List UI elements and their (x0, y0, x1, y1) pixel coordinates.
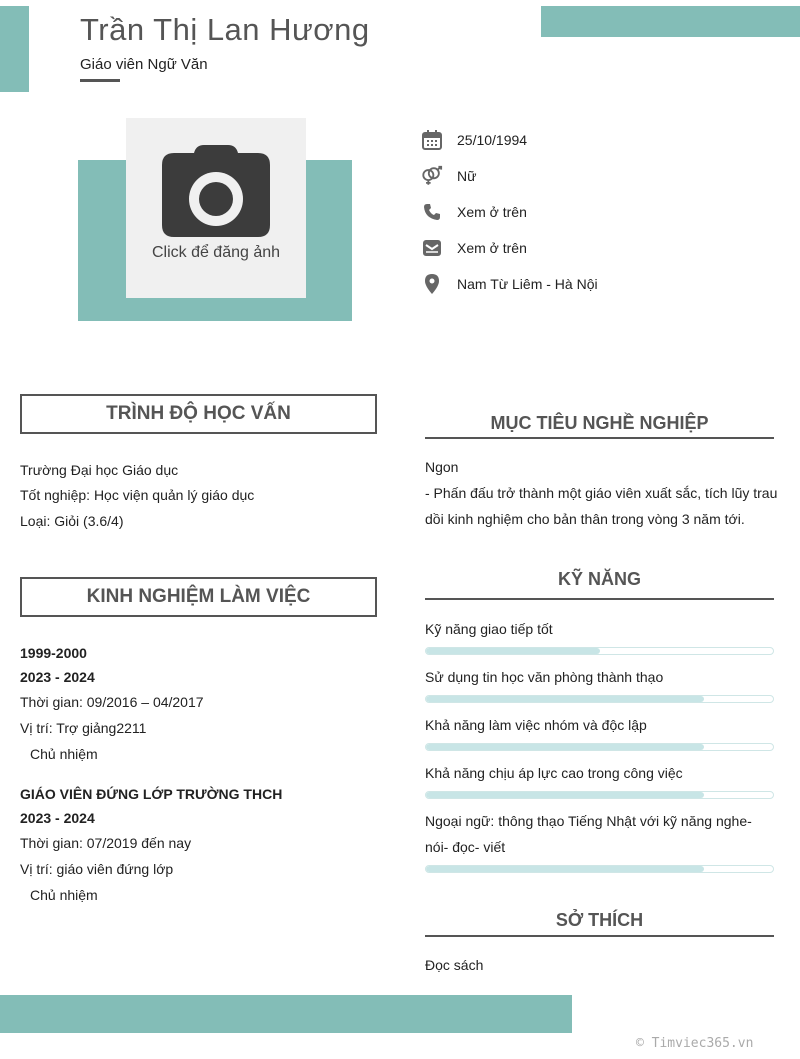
job-1-position: Vị trí: Trợ giảng2211 (20, 720, 147, 736)
info-gender (421, 164, 476, 188)
job-1-period: 2023 - 2024 (20, 669, 95, 685)
watermark-text: © Timviec365.vn (636, 1036, 754, 1051)
skill-2-fill (426, 696, 704, 702)
calendar-icon (421, 129, 443, 151)
job-2-period: 2023 - 2024 (20, 810, 95, 826)
job-title-underline (80, 79, 120, 82)
email-icon (421, 237, 443, 259)
info-address (421, 272, 598, 296)
hobby-item: Đọc sách (425, 957, 484, 973)
skill-4-name: Khả năng chịu áp lực cao trong công việc (425, 765, 683, 781)
objective-heading: MỤC TIÊU NGHỀ NGHIỆP (490, 413, 709, 433)
info-email (421, 236, 527, 260)
address-text: Nam Từ Liêm - Hà Nội (457, 276, 598, 292)
education-heading: TRÌNH ĐỘ HỌC VẤN (20, 394, 377, 434)
job-2-position: Vị trí: giáo viên đứng lớp (20, 861, 174, 877)
email-text: Xem ở trên (457, 240, 527, 256)
skill-3-name: Khả năng làm việc nhóm và độc lập (425, 717, 647, 733)
objective-line-1: Ngon (425, 459, 459, 475)
camera-icon[interactable] (162, 145, 270, 237)
skill-2-name: Sử dụng tin học văn phòng thành thạo (425, 669, 664, 685)
skill-1-name: Kỹ năng giao tiếp tốt (425, 621, 553, 637)
job-1-title: 1999-2000 (20, 645, 87, 661)
education-degree: Tốt nghiệp: Học viện quản lý giáo dục (20, 487, 255, 503)
skills-heading: KỸ NĂNG (557, 569, 641, 589)
birthdate-text: 25/10/1994 (457, 132, 528, 148)
education-grade: Loại: Giỏi (3.6/4) (20, 513, 124, 529)
gender-icon (421, 165, 443, 187)
skill-5-fill (426, 866, 704, 872)
info-phone (421, 200, 527, 224)
skill-3-bar (425, 743, 774, 751)
skill-5-name: Ngoại ngữ: thông thạo Tiếng Nhật với kỹ năng nghe- nói- đọc- viết (425, 813, 752, 855)
skill-2-bar (425, 695, 774, 703)
hobbies-heading: SỞ THÍCH (555, 910, 644, 930)
location-pin-icon (421, 273, 443, 295)
experience-heading: KINH NGHIỆM LÀM VIỆC (20, 577, 377, 617)
skill-3-fill (426, 744, 704, 750)
objective-rule (425, 437, 774, 439)
skill-4-bar (425, 791, 774, 799)
skill-1-bar (425, 647, 774, 655)
job-2-title: GIÁO VIÊN ĐỨNG LỚP TRƯỜNG THCH (20, 786, 283, 802)
info-birthdate (421, 128, 527, 152)
skill-1-fill (426, 648, 600, 654)
job-1-note: Chủ nhiệm (30, 746, 98, 762)
phone-icon (421, 201, 443, 223)
phone-text: Xem ở trên (457, 204, 527, 220)
skill-4-fill (426, 792, 704, 798)
hobbies-rule (425, 935, 774, 937)
job-2-time: Thời gian: 07/2019 đến nay (20, 835, 192, 851)
photo-upload-label[interactable]: Click để đăng ảnh (151, 244, 281, 261)
gender-text: Nữ (457, 168, 477, 184)
skill-5-bar (425, 865, 774, 873)
job-title: Giáo viên Ngữ Văn (80, 56, 208, 73)
candidate-name: Trần Thị Lan Hương (80, 12, 370, 47)
job-1-time: Thời gian: 09/2016 – 04/2017 (20, 694, 204, 710)
education-school: Trường Đại học Giáo dục (20, 462, 179, 478)
objective-line-2: - Phấn đấu trở thành một giáo viên xuất sắc, tích lũy trau dồi kinh nghiệm cho bản thân trong vòng 3 năm tới. (425, 485, 778, 527)
accent-bar-left (0, 6, 29, 92)
skills-rule (425, 598, 774, 600)
job-2-note: Chủ nhiệm (30, 887, 98, 903)
accent-bar-top-right (541, 6, 800, 37)
accent-bar-bottom (0, 995, 572, 1033)
